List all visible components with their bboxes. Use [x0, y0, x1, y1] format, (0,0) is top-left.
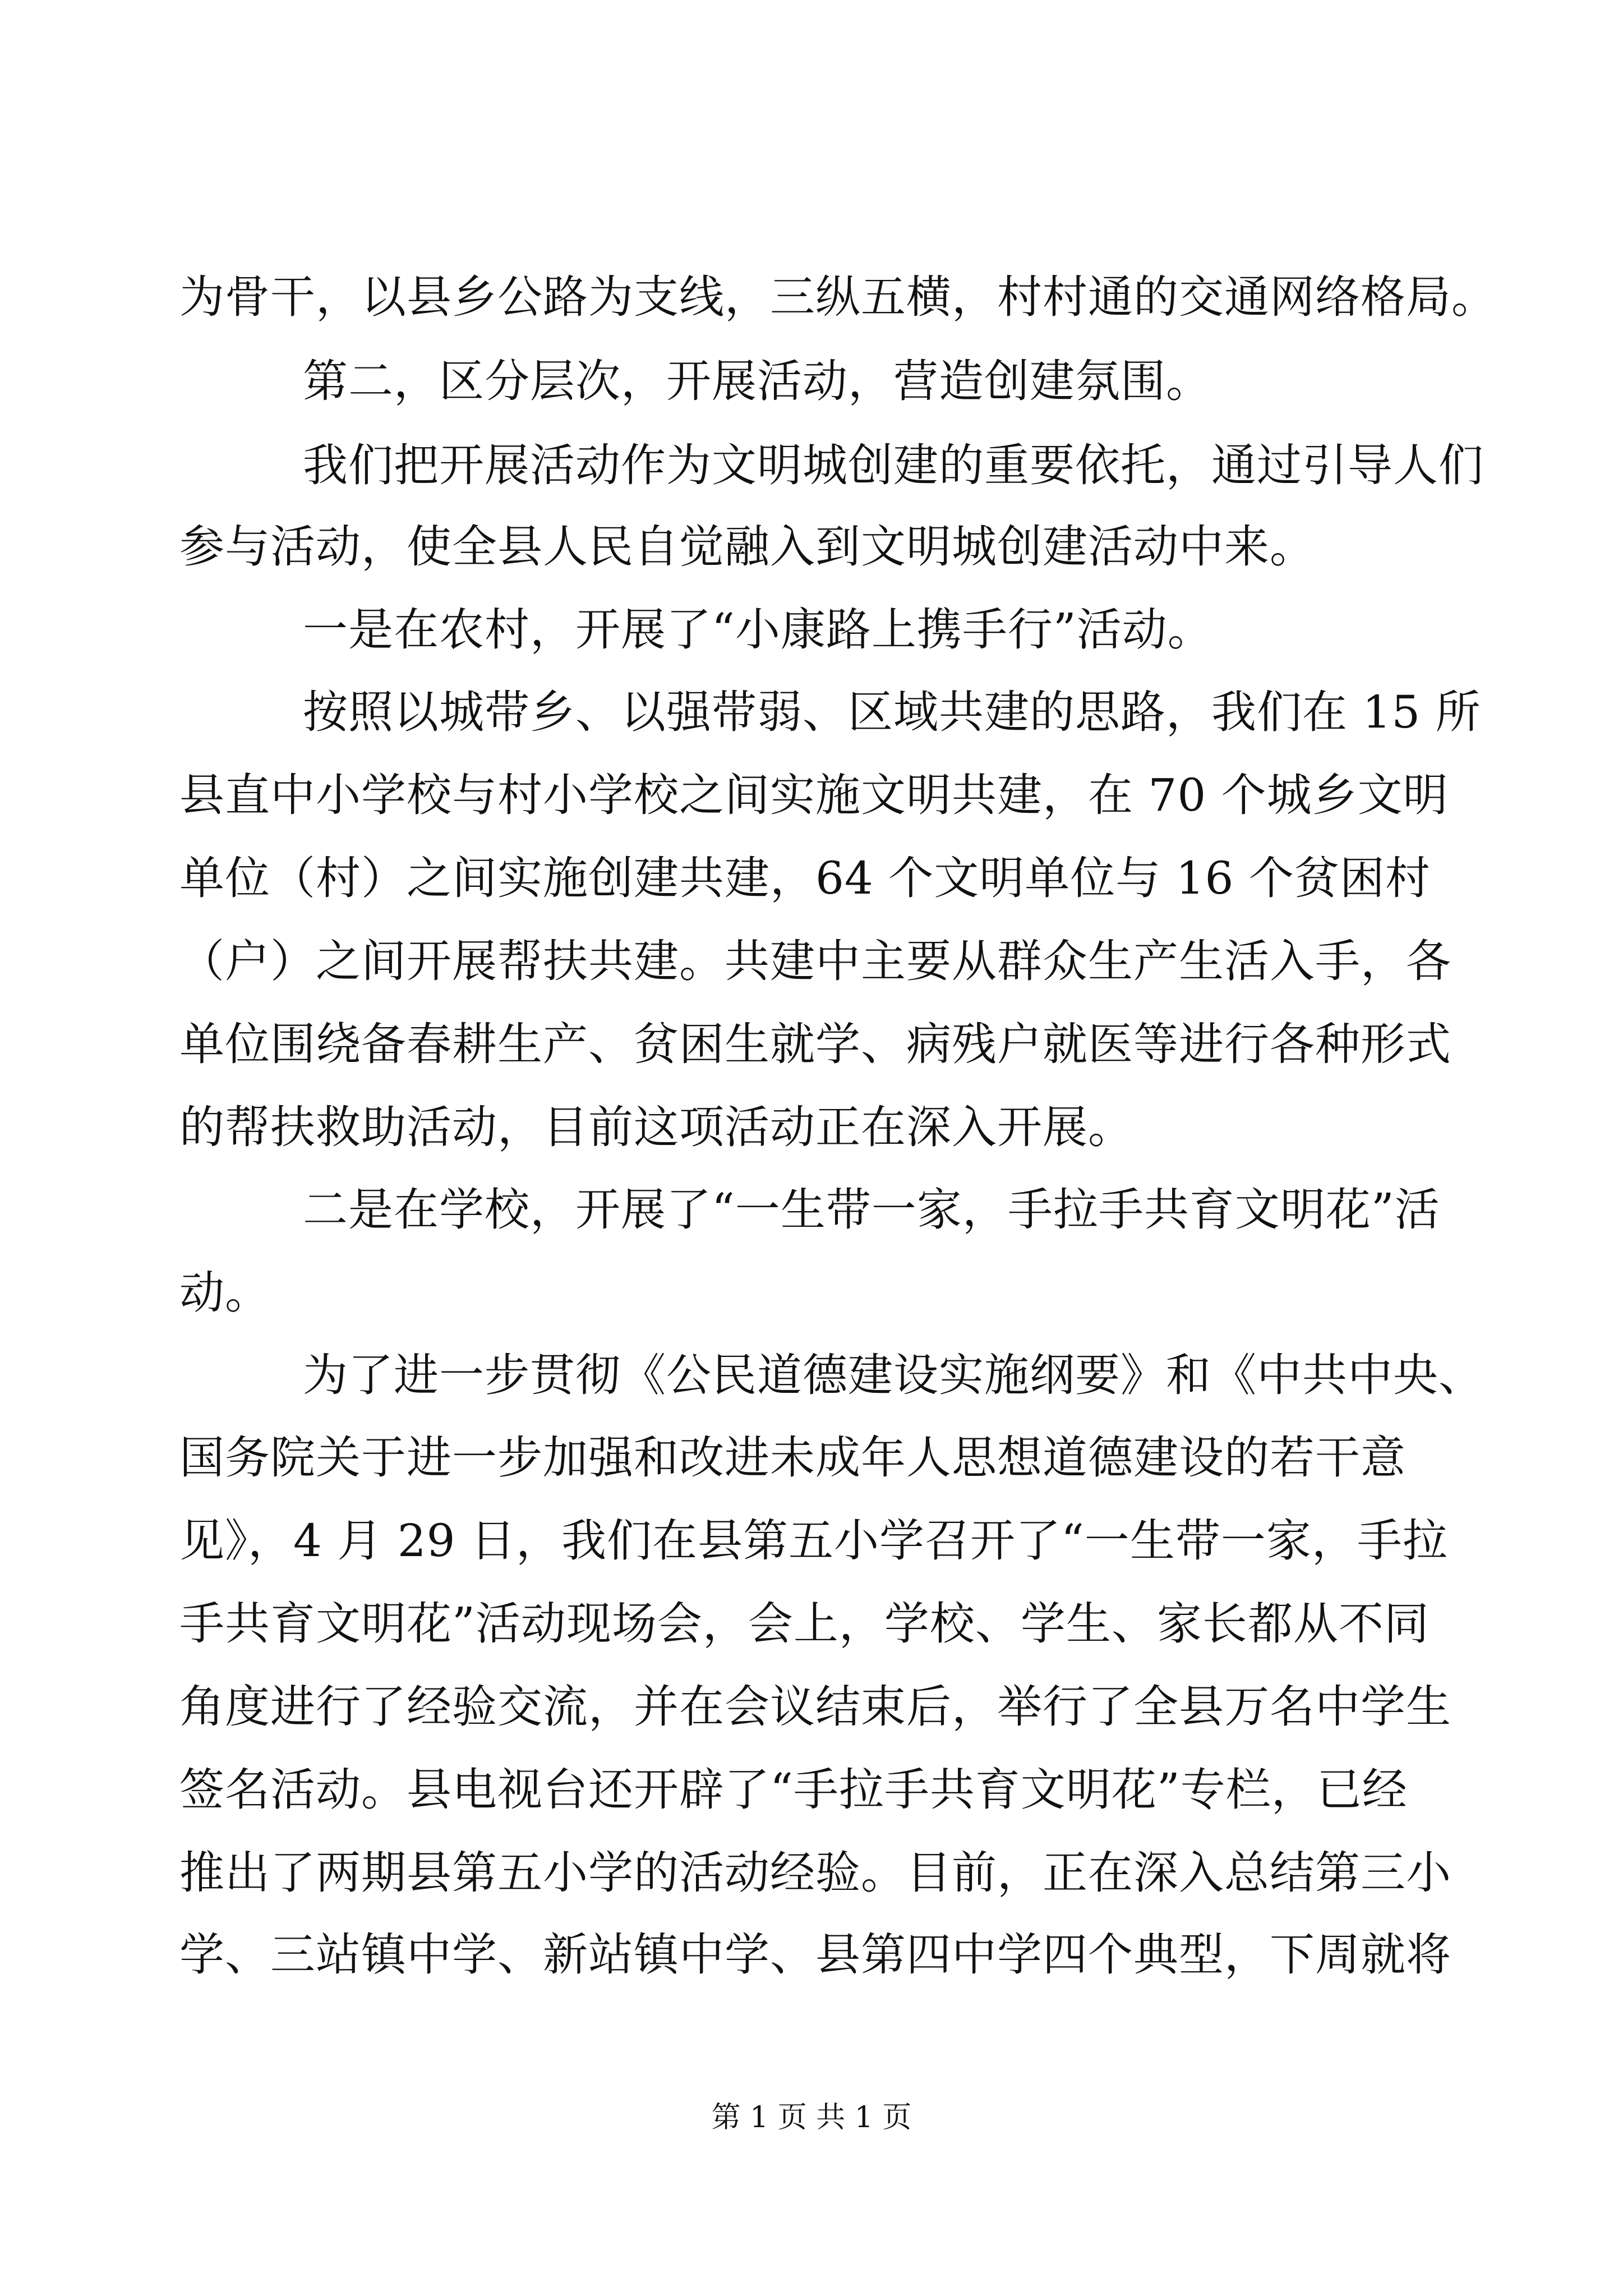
text-line: 按照以城带乡、以强带弱、区域共建的思路，我们在 15 所	[303, 686, 1481, 738]
page-number-footer: 第 1 页 共 1 页	[711, 2101, 912, 2134]
text-line: 参与活动，使全县人民自觉融入到文明城创建活动中来。	[179, 521, 1315, 573]
text-line: 第二，区分层次，开展活动，营造创建氛围。	[303, 355, 1211, 407]
text-line: 县直中小学校与村小学校之间实施文明共建，在 70 个城乡文明	[179, 769, 1449, 821]
text-line: 推出了两期县第五小学的活动经验。目前，正在深入总结第三小	[179, 1847, 1451, 1899]
text-line: 单位围绕备春耕生产、贫困生就学、病残户就医等进行各种形式	[179, 1018, 1451, 1070]
text-line: （户）之间开展帮扶共建。共建中主要从群众生产生活入手，各	[179, 935, 1451, 987]
text-line: 的帮扶救助活动，目前这项活动正在深入开展。	[179, 1101, 1133, 1153]
text-line: 单位（村）之间实施创建共建，64 个文明单位与 16 个贫困村	[179, 852, 1431, 904]
text-line: 一是在农村，开展了“小康路上携手行”活动。	[303, 604, 1213, 656]
text-line: 为骨干，以县乡公路为支线，三纵五横，村村通的交通网络格局。	[179, 271, 1497, 323]
text-line: 角度进行了经验交流，并在会议结束后，举行了全县万名中学生	[179, 1681, 1451, 1733]
text-line: 手共育文明花”活动现场会，会上，学校、学生、家长都从不同	[179, 1598, 1430, 1650]
text-line: 我们把开展活动作为文明城创建的重要依托，通过引导人们	[303, 439, 1484, 491]
text-line: 国务院关于进一步加强和改进未成年人思想道德建设的若干意	[179, 1432, 1406, 1484]
text-line: 签名活动。县电视台还开辟了“手拉手共育文明花”专栏，已经	[179, 1764, 1408, 1816]
text-line: 见》，4 月 29 日，我们在县第五小学召开了“一生带一家，手拉	[179, 1515, 1448, 1567]
text-line: 学、三站镇中学、新站镇中学、县第四中学四个典型，下周就将	[179, 1929, 1451, 1981]
text-line: 二是在学校，开展了“一生带一家，手拉手共育文明花”活	[303, 1184, 1440, 1236]
text-line: 为了进一步贯彻《公民道德建设实施纲要》和《中共中央、	[303, 1349, 1484, 1401]
text-line: 动。	[179, 1267, 270, 1319]
